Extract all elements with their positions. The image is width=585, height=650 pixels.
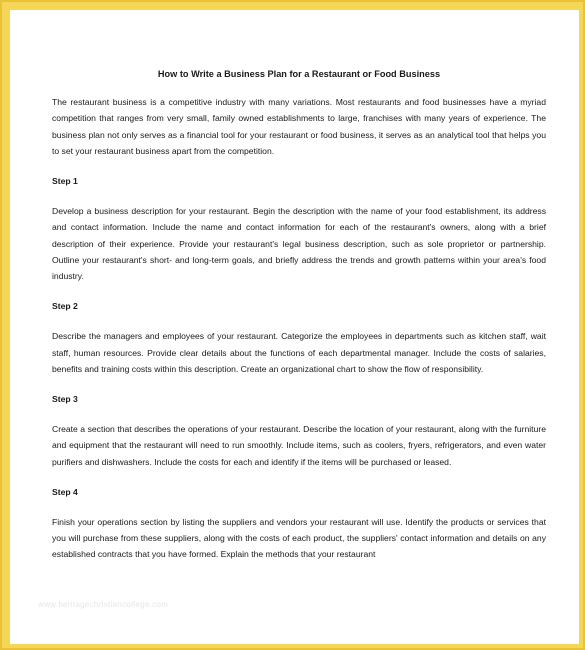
- document-page: [10, 10, 579, 644]
- step-2-heading: Step 2: [52, 301, 78, 312]
- step-1-text: Develop a business description for your restaurant. Begin the description with the name of your food establishment, its address and contact information. Include the name and contact information for each of the restaurant's owners, along with a brief description of their experience. Provide your restaurant's legal business description, such as sole proprietor or partnership. Outline your restaurant's short- and long-term goals, and briefly address the trends and growth patterns within your area's food industry.: [52, 206, 546, 282]
- step-1-heading: Step 1: [52, 176, 78, 187]
- step-4-heading: Step 4: [52, 486, 78, 497]
- step-3-text: Create a section that describes the operations of your restaurant. Describe the location of your restaurant, along with the furniture and equipment that the restaurant will need to run smoothly. Include items, such as coolers, fryers, refrigerators, and even water purifiers and dishwashers. Include the costs for each and identify if the items will be purchased or leased.: [52, 424, 546, 467]
- document-title: How to Write a Business Plan for a Restaurant or Food Business: [157, 69, 441, 79]
- document-content: [52, 66, 546, 563]
- intro-paragraph: The restaurant business is a competitive industry with many variations. Most restaurants and food businesses have a myriad competition that ranges from very small, family owned establishments to large, franchises with many years of experience. The business plan not only serves as a financial tool for your restaurant or food business, it serves as an analytical tool that helps you to set your restaurant business apart from the competition.: [52, 97, 546, 156]
- step-3-heading: Step 3: [52, 394, 78, 405]
- step-4-text: Finish your operations section by listing the suppliers and vendors your restaurant will use. Identify the products or services that you will purchase from these suppliers, along with the costs of each product, the suppliers' contact information and details on any established contracts that you have formed. Explain the methods that your restaurant: [52, 517, 546, 560]
- watermark-text: www.heritagechristiancollege.com: [38, 600, 169, 609]
- step-2-text: Describe the managers and employees of your restaurant. Categorize the employees in departments such as kitchen staff, wait staff, human resources. Provide clear details about the functions of each departmental manager. Include the costs of salaries, benefits and training costs within this description. Create an organizational chart to show the flow of responsibility.: [52, 331, 546, 374]
